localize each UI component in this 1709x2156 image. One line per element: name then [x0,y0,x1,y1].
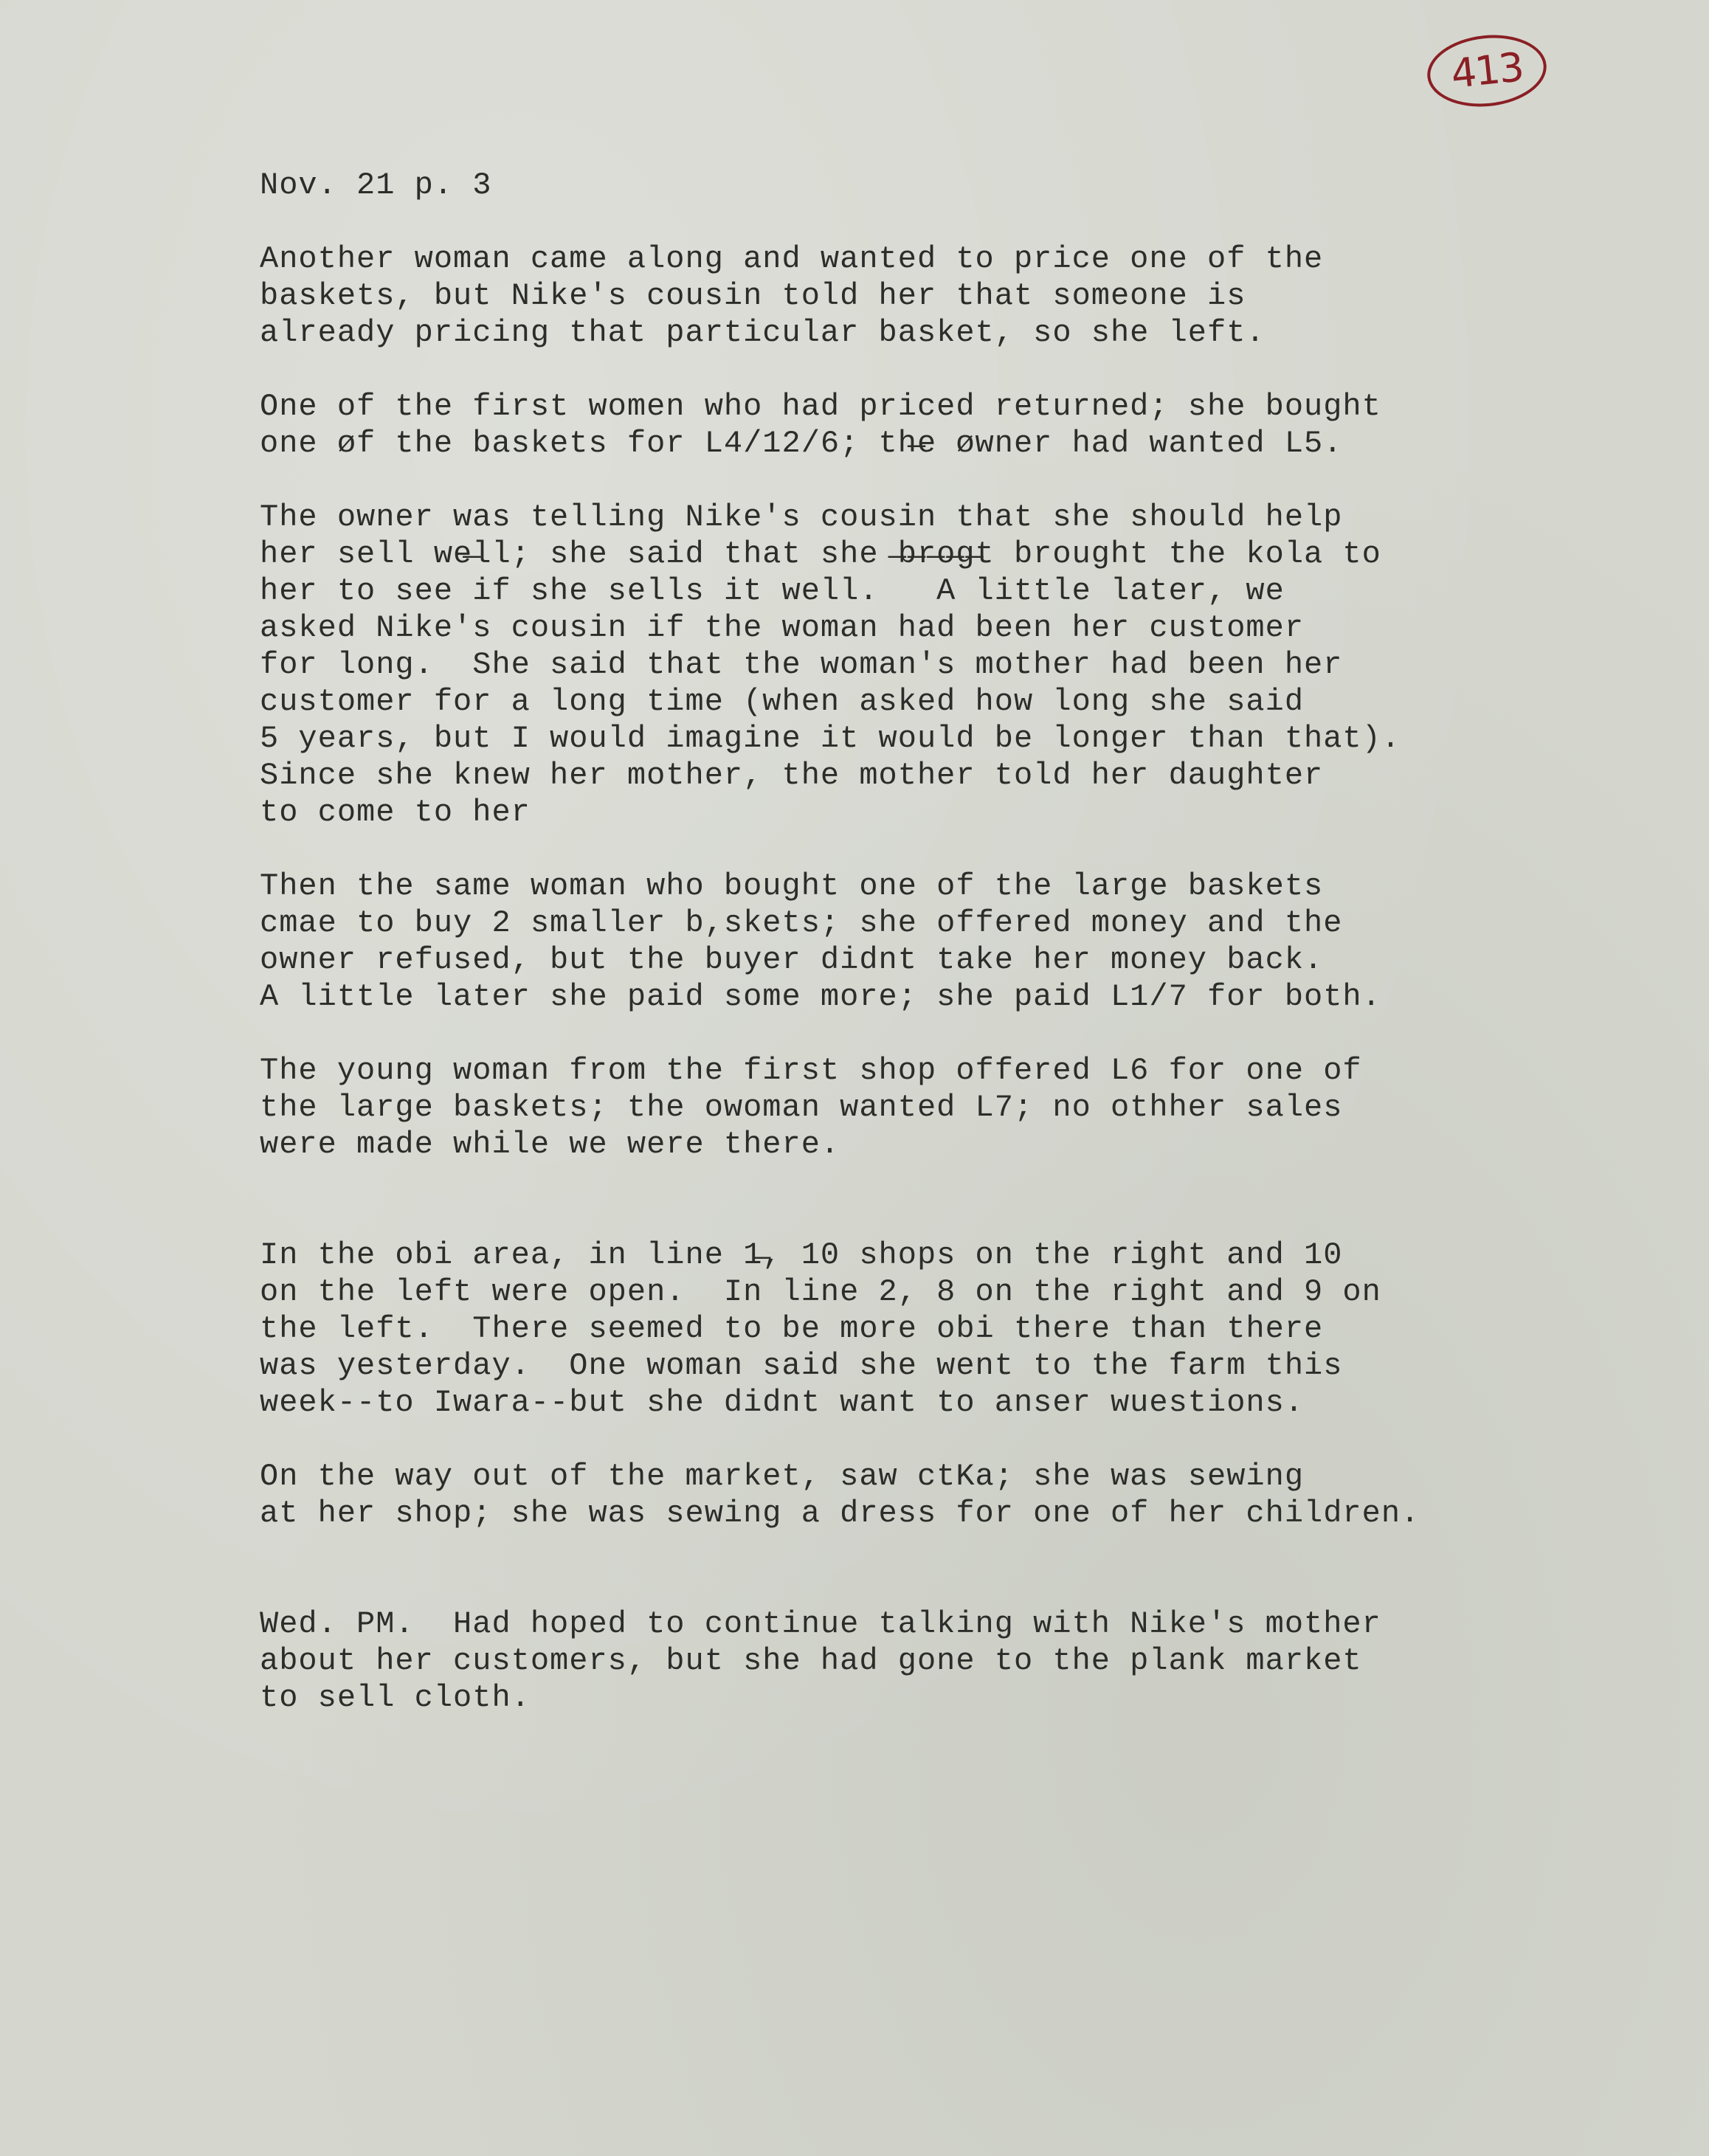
text-line: Wed. PM. Had hoped to continue talking with Nike's mother [260,1606,1381,1642]
paragraph-2 [260,388,1662,462]
text-line: were made while we were there. [260,1127,840,1162]
text-line: one øf the baskets for L4/12/6; th̶e øwner had wanted L5. [260,426,1343,461]
typed-text-body [260,167,1662,1753]
text-line: owner refused, but the buyer didnt take her money back. [260,942,1324,978]
text-line: A little later she paid some more; she paid L1/7 for both. [260,979,1381,1015]
text-line: at her shop; she was sewing a dress for one of her children. [260,1496,1420,1531]
text-line: customer for a long time (when asked how long she said [260,684,1305,719]
text-line: to sell cloth. [260,1680,531,1716]
text-line: Then the same woman who bought one of the large baskets [260,868,1324,904]
text-line: her sell we̶ll; she said that she ̶b̶r̶o̶g̶t brought the kola to [260,536,1381,572]
paragraph-3 [260,499,1662,831]
paragraph-1 [260,241,1662,351]
text-line: on the left were open. In line 2, 8 on the right and 9 on [260,1274,1381,1310]
text-line: to come to her [260,795,531,830]
circled-page-number: 413 [1423,30,1550,112]
paragraph-4 [260,868,1662,1015]
text-line: the left. There seemed to be more obi there than there [260,1311,1324,1347]
text-line: On the way out of the market, saw ctKa; she was sewing [260,1459,1305,1494]
text-line: baskets, but Nike's cousin told her that someone is [260,278,1246,314]
text-line: already pricing that particular basket, so she left. [260,315,1266,350]
text-line: In the obi area, in line 1̶, 10 shops on the right and 10 [260,1237,1343,1273]
paragraph-8 [260,1606,1662,1716]
text-line: week--to Iwara--but she didnt want to anser wuestions. [260,1385,1305,1420]
paragraph-7 [260,1458,1662,1532]
text-line: 5 years, but I would imagine it would be longer than that). [260,721,1401,756]
text-line: Since she knew her mother, the mother told her daughter [260,758,1324,793]
paragraph-5 [260,1052,1662,1163]
text-line: The young woman from the first shop offered L6 for one of [260,1053,1362,1088]
text-line: the large baskets; the owoman wanted L7; no othher sales [260,1090,1343,1125]
text-line: was yesterday. One woman said she went to the farm this [260,1348,1343,1383]
paragraph-6 [260,1237,1662,1421]
text-line: her to see if she sells it well. A little later, we [260,573,1285,609]
text-line: One of the first women who had priced returned; she bought [260,389,1381,424]
text-line: cmae to buy 2 smaller b,skets; she offered money and the [260,905,1343,941]
text-line: The owner was telling Nike's cousin that she should help [260,500,1343,535]
text-line: asked Nike's cousin if the woman had been her customer [260,610,1305,646]
page-heading: Nov. 21 p. 3 [260,167,492,203]
text-line: Another woman came along and wanted to price one of the [260,241,1324,277]
text-line: for long. She said that the woman's mother had been her [260,647,1343,683]
text-line: about her customers, but she had gone to the plank market [260,1643,1362,1679]
